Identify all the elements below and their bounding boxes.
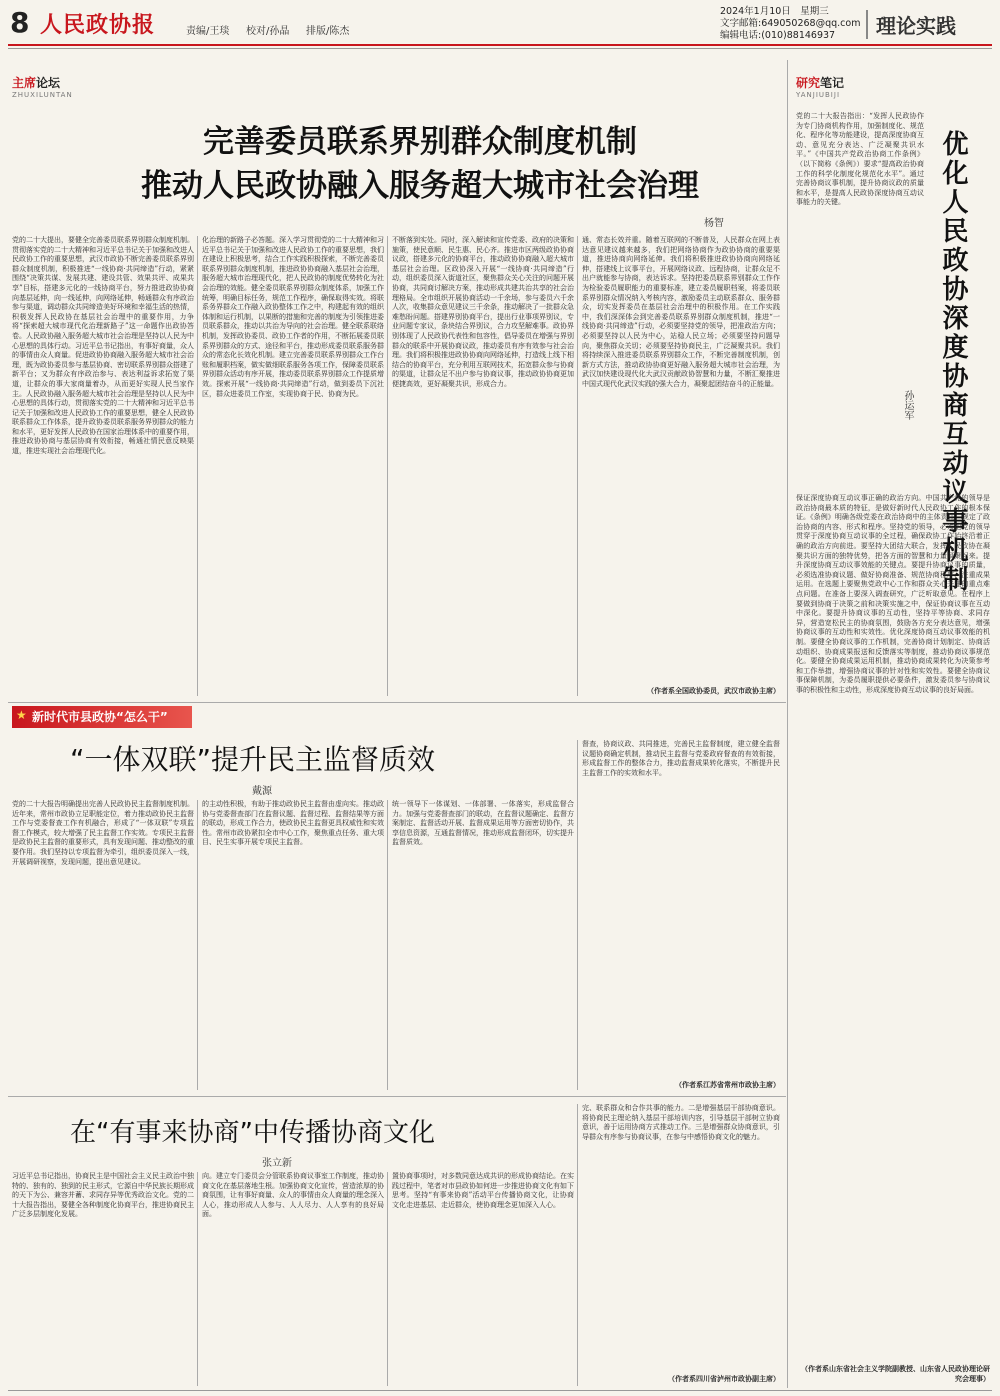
page-number: 8 <box>10 6 30 39</box>
article3-column-1: 习近平总书记指出，协商民主是中国社会主义民主政治中独特的、独有的、独到的民主形式，它源自中华民族长期形成的天下为公、兼容并蓄、求同存异等优秀政治文化。党的二十大报告指出，要健全各种制度化协商平台，推进协商民主广泛多层制度化发展。 <box>12 1172 194 1219</box>
article3-column-3: 置协商事项时，对多数同意达成共识的形成协商结论。在实践过程中，笔者对市县政协如何进一步推进协商文化有如下思考。坚持“有事来协商”活动平台传播协商文化，让协商文化走进基层、走近群众，使协商理念更加深入人心。 <box>392 1172 574 1209</box>
sidebar-author: 孙运军 <box>902 390 913 420</box>
masthead-rule-thin <box>8 48 992 49</box>
sidebar-divider <box>787 60 788 1388</box>
column-divider <box>197 800 198 1090</box>
column-label-text: 论坛 <box>36 76 61 90</box>
article3-column-2: 向。建立专门委员会分管联系协商议事室工作制度，推动协商文化在基层落地生根。加强协商文化宣传，营造浓厚的协商氛围，让有事好商量、众人的事情由众人商量的理念深入人心，推动形成人人参与、人人尽力、人人享有的良好局面。 <box>202 1172 384 1219</box>
proof-credit: 校对/孙晶 <box>246 26 290 37</box>
article1-column-3: 不断落到实处。同时，深入解读和宣传党委、政府的决策和施策，使民意顺、民生惠、民心齐。推进市区两级政协协商议政，搭建多元化的协商平台，推动政协协商融入超大城市基层社会治理。区政协深入开展“一线协商·共同缔造”行动，组织委员深入街道社区，聚焦群众关心关注的问题开展协商，共同商讨解决方案，推动形成共建共治共享的社会治理格局。全市组织开展协商活动一千余场，参与委员六千余人次，收集群众意见建议三千余条，推动解决了一批群众急难愁盼问题。搭建界别协商平台，提出行业事项界别议，专业问题专家议，条块结合界别议，合力攻坚解难事。政协界别体现了人民政协代表性和包容性，倡导委员在增强与界别群众的联系中开展协商议政，推动委员有序有效参与社会治理。我们将积极推进政协协商向网络延伸，打造线上线下相结合的协商平台，充分利用互联网技术，拓宽群众参与协商的渠道，让群众足不出户参与协商议事，推动政协协商更加便捷高效，更好凝聚共识，形成合力。 <box>392 236 574 388</box>
masthead-rule <box>8 44 992 46</box>
layout-credit: 排版/陈杰 <box>306 26 350 37</box>
article1-column-4: 通、常态长效并重。随着互联网的不断普及，人民群众在网上表达意见建议越来越多，我们把网络协商作为政协协商的重要渠道，推进协商向网络延伸。我们将积极推进政协协商向网络延伸，搭建线上议事平台，开展网络议政、远程协商，让群众足不出户就能参与协商，表达诉求。坚持把委员联系界别群众工作作为检验委员履职能力的重要标准，建立委员履职档案，将委员联系界别群众情况纳入考核内容，激励委员主动联系群众、服务群众，切实发挥委员在基层社会治理中的积极作用。在工作实践中，我们深深体会到完善委员联系界别群众制度机制，推进“一线协商·共同缔造”行动，必须要坚持党的领导，把准政治方向；必须要坚持以人民为中心，站稳人民立场；必须要坚持问题导向，聚焦群众关切；必须要坚持协商民主，广泛凝聚共识。我们将持续深入推进委员联系界别群众工作，不断完善制度机制，创新方式方法，推动政协协商更好融入服务超大城市社会治理，为武汉加快建设现代化大武汉贡献政协智慧和力量，不断汇聚推进中国式现代化武汉实践的强大合力，凝聚起团结奋斗的正能量。 <box>582 236 780 388</box>
article1-column-1: 党的二十大提出，要健全完善委员联系界别群众制度机制。贯彻落实党的二十大精神和习近平总书记关于加强和改进人民政协工作的重要思想，武汉市政协不断完善委员联系界别群众制度机制，积极推进“一线协商·共同缔造”行动，紧紧围绕“决策共谋、发展共建、建设共管、效果共评、成果共享”目标，搭建多元化的一线协商平台，努力推进政协协商向基层延伸，向一线延伸，向网络延伸，畅通群众有序政治参与渠道，调动群众共同缔造美好环境和幸福生活的热情，积极发挥人民政协在基层社会治理中的重要作用，力争将“探索超大城市现代化治理新路子”这一命题作出政协答卷。人民政协融入服务超大城市社会治理是坚持以人民为中心思想的具体行动。习近平总书记指出，有事好商量，众人的事情由众人商量。促进政协协商融入服务超大城市社会治理，既为政协委员参与基层协商、密切联系界别群众搭建了新平台；又为群众有序政治参与、表达利益诉求拓宽了渠道，让群众的事大家商量着办，从而更好实现人民当家作主。人民政协融入服务超大城市社会治理是坚持以人民为中心思想的具体行动，贯彻落实党的二十大精神和习近平总书记关于加强和改进人民政协工作的重要思想，健全人民政协联系群众工作体系，提升政协委员联系服务界别群众的能力和水平，更好发挥人民政协在国家治理体系中的重要作用，推进政协协商与基层协商有效衔接，畅通社情民意反映渠道，推进实现社会治理现代化。 <box>12 236 194 456</box>
newspaper-logo: 人民政协报 <box>40 12 156 38</box>
phone-line: 编辑电话:(010)88146937 <box>720 30 836 41</box>
article1-title-line2: 推动人民政协融入服务超大城市社会治理 <box>141 168 699 204</box>
article2-byline <box>582 1080 780 1092</box>
column-label-red: 研究 <box>796 76 821 90</box>
column-label-red: 主席 <box>12 76 37 90</box>
article3-column-4: 完、联系群众和合作共事的能力。二是增强基层干部协商意识。将协商民主理论纳入基层干部培训内容，引导基层干部树立协商意识，善于运用协商方式推动工作。三是增强群众协商意识，引导群众有序参与协商议事，在参与中感悟协商文化的魅力。 <box>582 1104 780 1141</box>
article3-byline-text: （作者系四川省泸州市政协副主席） <box>668 1374 780 1383</box>
sidebar-column-top: 党的二十大报告指出：“发挥人民政协作为专门协商机构作用，加强制度化、规范化、程序化等功能建设，提高深度协商互动、意见充分表达、广泛凝聚共识水平。”《中国共产党政治协商工作条例》（以下简称《条例》）要求“提高政治协商工作的科学化制度化规范化水平”。通过完善协商议事机制，提升协商议政的质量和水平，是提高人民政协深度协商互动议事能力的关键。 <box>796 112 924 207</box>
article1-title-line1: 完善委员联系界别群众制度机制 <box>203 124 637 160</box>
column-label-sub: ZHUXILUNTAN <box>12 91 73 99</box>
article3-title: 在“有事来协商”中传播协商文化 <box>70 1118 435 1148</box>
article1-byline-text: （作者系全国政协委员，武汉市政协主席） <box>647 686 780 695</box>
article-divider <box>8 1096 786 1097</box>
article-divider <box>8 702 786 703</box>
article2-column-3: 统一领导下一体谋划、一体部署、一体落实，形成监督合力。加强与党委督查部门的联动，在监督议题确定、监督方案制定、监督活动开展、监督成果运用等方面密切协作，共享信息资源，互通监督情况，推动形成监督闭环，切实提升监督质效。 <box>392 800 574 847</box>
editor-credit: 责编/王琰 <box>186 26 230 37</box>
article2-column-2: 的主动性积极，有助于推动政协民主监督由虚向实。推动政协与党委督查部门在监督议题、监督过程、监督结果等方面的联动，形成工作合力，使政协民主监督更具权威性和实效性。常州市政协紧扣全市中心工作，聚焦重点任务、重大项目、民生实事开展专项民主监督。 <box>202 800 384 847</box>
section-title: 理论实践 <box>866 10 956 39</box>
date-line: 2024年1月10日 星期三 <box>720 6 829 17</box>
article3-author: 张立新 <box>262 1158 292 1169</box>
column-label-text: 笔记 <box>820 76 845 90</box>
article1-byline <box>582 686 780 698</box>
sidebar-byline-text: （作者系山东省社会主义学院副教授、山东省人民政协理论研究会理事） <box>801 1364 990 1383</box>
footer-rule <box>8 1390 992 1391</box>
sidebar-column-main: 保证深度协商互动议事正确的政治方向。中国共产党的领导是政治协商最本质的特征，是做好新时代人民政协工作的根本保证。《条例》明确各级党委在政治协商中的主体责任，规定了政治协商的内容、形式和程序。坚持党的领导，必须把党的领导贯穿于深度协商互动议事的全过程，确保政协工作始终沿着正确的政治方向前进。要坚持大团结大联合，发挥人民政协在凝聚共识方面的独特优势，把各方面的智慧和力量凝聚起来。提升深度协商互动议事效能的关键点。要提升协商议事的质量，必须选准协商议题、做好协商准备、规范协商程序、注重成果运用。在选题上要聚焦党政中心工作和群众关心关注的重点难点问题。在准备上要深入调查研究，广泛听取意见。在程序上要做到协商于决策之前和决策实施之中，保证协商议事在互动中深化。要提升协商议事的互动性，坚持平等协商、求同存异，营造宽松民主的协商氛围，鼓励各方充分表达意见，增强协商议事的互动性和实效性。优化深度协商互动议事效能的机制。要健全协商议事的工作机制，完善协商计划制定、协商活动组织、协商成果报送和反馈落实等制度，推动协商议事规范化。要健全协商成果运用机制，推动协商成果转化为决策参考和工作举措，增强协商议事的针对性和实效性。要健全协商议事保障机制，为委员履职提供必要条件，激发委员参与协商议事的积极性和主动性，形成深度协商互动议事的良好局面。 <box>796 494 990 694</box>
star-icon: ★ <box>16 708 27 722</box>
article1-column-2: 化治理的新路子必答题。深入学习贯彻党的二十大精神和习近平总书记关于加强和改进人民政协工作的重要思想，我们在建设上积极思考，结合工作实践积极探索，不断完善委员联系界别群众制度机制，推进政协协商融入基层社会治理，服务超大城市治理现代化，把人民政协的制度优势转化为社会治理的效能。健全委员联系界别群众制度体系，加强工作统筹，明确目标任务，规范工作程序，确保取得实效。将联系务界群众工作融入政协整体工作之中，构建起有效的组织体制和运行机制，以果断的措施和完善的制度为引领推进委员联系群众，推动以共治为导向的社会治理。健全联系联络机制，发挥政协委员、政协工作者的作用，不断拓展委员联系界别群众的方式、途径和平台，推动形成委员联系服务群众的常态化长效化机制。建立完善委员联系界别群众工作台账和履职档案，做实做细联系服务各项工作，保障委员联系界别群众活动有序开展，推动委员联系界别群众工作提质增效。探索开展“一线协商·共同缔造”行动，做到委员下沉社区，群众进委员工作室，实现协商于民、协商为民。 <box>202 236 384 398</box>
article2-author: 戴源 <box>252 786 272 797</box>
sidebar-byline <box>796 1364 990 1388</box>
column-divider <box>387 800 388 1090</box>
article2-title: “一体双联”提升民主监督质效 <box>70 743 436 776</box>
column-label-sub: YANJIUBIJI <box>796 91 841 99</box>
date-info <box>720 6 860 42</box>
column-divider <box>577 1104 578 1386</box>
column-label-right <box>796 74 844 99</box>
article3-byline <box>582 1374 780 1386</box>
column-divider <box>197 236 198 696</box>
banner-text: 新时代市县政协“怎么干” <box>32 710 168 724</box>
sidebar-title: 优化人民政协深度协商互动议事机制 <box>938 130 968 594</box>
column-divider <box>577 740 578 1090</box>
column-divider <box>387 236 388 696</box>
column-divider <box>387 1172 388 1386</box>
article2-column-1: 党的二十大报告明确提出完善人民政协民主监督制度机制。近年来，常州市政协立足职能定位，着力推动政协民主监督工作与党委督查工作有机融合，形成了“一体双联”专项监督工作模式，较大增强了民主监督工作实效。专项民主监督是政协民主监督的重要形式，具有发现问题、推动整改的重要作用。我们坚持以专项监督为牵引，组织委员深入一线，开展调研视察，发现问题，提出意见建议。 <box>12 800 194 866</box>
email-line: 文字邮箱:649050268@qq.com <box>720 18 861 29</box>
article1-author: 杨智 <box>704 218 724 229</box>
article2-column-4: 督查，协商议政、共同推进，完善民主监督制度，建立健全监督议题协商确定机制，推动民主监督与党委政府督查的有效衔接，形成监督工作的整体合力，推动监督成果转化落实，不断提升民主监督工作的实效和水平。 <box>582 740 780 777</box>
column-divider <box>577 236 578 696</box>
column-label-left <box>12 74 73 99</box>
article2-byline-text: （作者系江苏省常州市政协主席） <box>675 1080 780 1089</box>
column-divider <box>197 1172 198 1386</box>
